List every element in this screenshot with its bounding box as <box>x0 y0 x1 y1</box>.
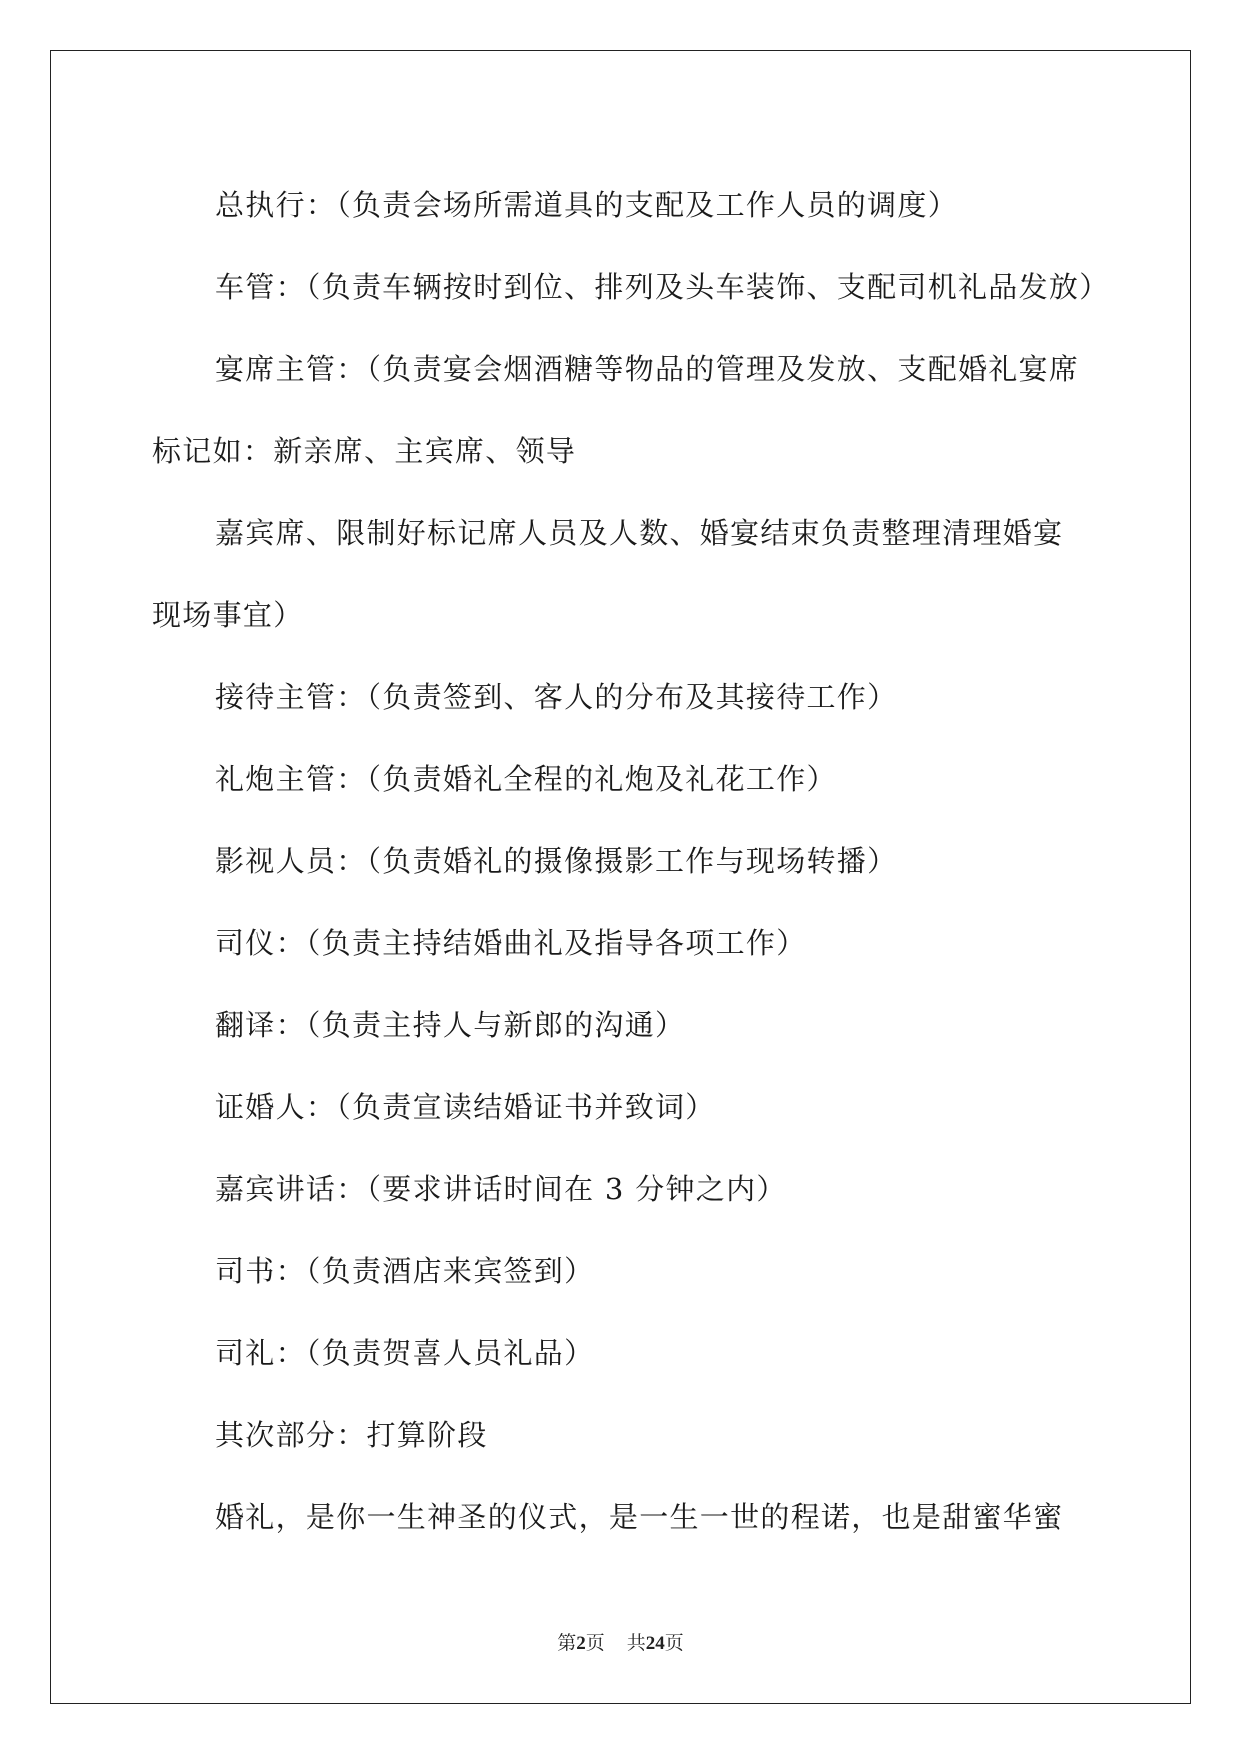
paragraph: 翻译：（负责主持人与新郎的沟通） <box>215 1008 686 1042</box>
paragraph: 总执行：（负责会场所需道具的支配及工作人员的调度） <box>215 188 959 222</box>
paragraph: 车管：（负责车辆按时到位、排列及头车装饰、支配司机礼品发放） <box>215 270 1110 304</box>
paragraph: 影视人员：（负责婚礼的摄像摄影工作与现场转播） <box>215 844 898 878</box>
document-body <box>152 164 1110 1558</box>
paragraph: 标记如：新亲席、主宾席、领导 <box>152 434 577 468</box>
paragraph: 嘉宾席、限制好标记席人员及人数、婚宴结束负责整理清理婚宴 <box>215 516 1064 550</box>
paragraph: 证婚人：（负责宣读结婚证书并致词） <box>215 1090 716 1124</box>
page-footer <box>0 1628 1241 1655</box>
paragraph: 礼炮主管：（负责婚礼全程的礼炮及礼花工作） <box>215 762 837 796</box>
page-number: 2 <box>576 1633 586 1654</box>
paragraph: 现场事宜） <box>152 598 304 632</box>
footer-page-suffix: 页 <box>585 1633 605 1654</box>
paragraph: 婚礼，是你一生神圣的仪式，是一生一世的程诺，也是甜蜜华蜜 <box>215 1500 1064 1534</box>
paragraph: 宴席主管：（负责宴会烟酒糖等物品的管理及发放、支配婚礼宴席 <box>215 352 1080 386</box>
paragraph: 司礼：（负责贺喜人员礼品） <box>215 1336 595 1370</box>
footer-total-suffix: 页 <box>664 1633 684 1654</box>
footer-total-prefix: 共 <box>626 1633 646 1654</box>
paragraph: 其次部分：打算阶段 <box>215 1418 488 1452</box>
paragraph: 嘉宾讲话：（要求讲话时间在 3 分钟之内） <box>215 1172 787 1206</box>
paragraph: 接待主管：（负责签到、客人的分布及其接待工作） <box>215 680 898 714</box>
paragraph: 司书：（负责酒店来宾签到） <box>215 1254 595 1288</box>
total-pages: 24 <box>645 1633 665 1654</box>
paragraph: 司仪：（负责主持结婚曲礼及指导各项工作） <box>215 926 807 960</box>
footer-prefix: 第 <box>557 1633 577 1654</box>
